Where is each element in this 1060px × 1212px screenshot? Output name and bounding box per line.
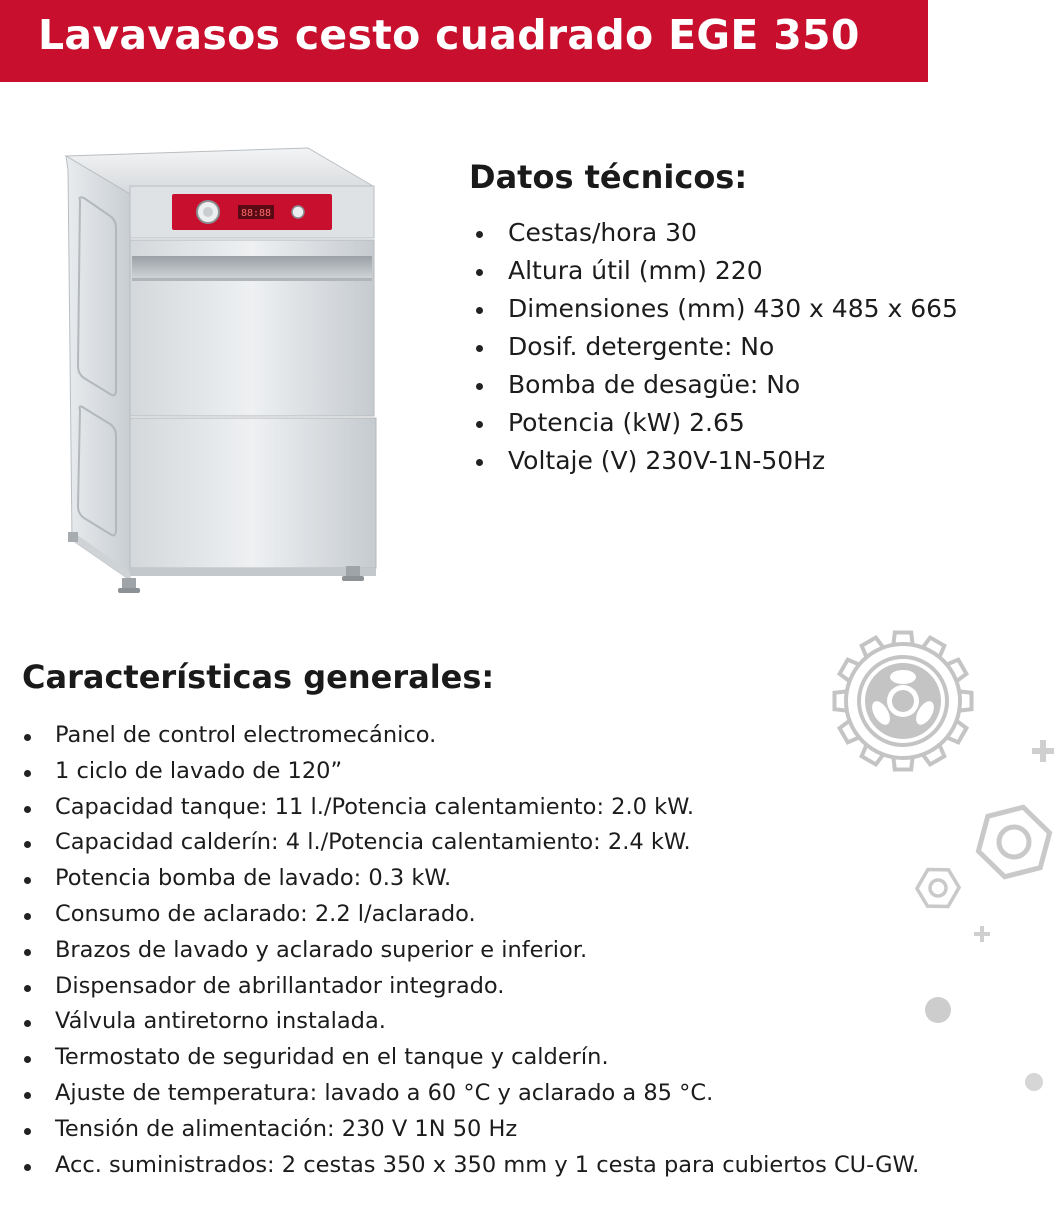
door-handle bbox=[132, 256, 372, 278]
list-item: Potencia (kW) 2.65 bbox=[476, 404, 958, 442]
list-item: Acc. suministrados: 2 cestas 350 x 350 mm y 1 cesta para cubiertos CU-GW. bbox=[24, 1148, 919, 1184]
list-item: Capacidad tanque: 11 l./Potencia calentamiento: 2.0 kW. bbox=[24, 790, 919, 826]
gear-icon bbox=[830, 628, 976, 774]
list-item: Consumo de aclarado: 2.2 l/aclarado. bbox=[24, 897, 919, 933]
hex-nut-icon bbox=[974, 802, 1054, 882]
plus-icon bbox=[1030, 738, 1056, 764]
list-item: Bomba de desagüe: No bbox=[476, 366, 958, 404]
technical-list bbox=[476, 214, 958, 480]
list-item: Brazos de lavado y aclarado superior e inferior. bbox=[24, 933, 919, 969]
machine-foot bbox=[68, 532, 78, 542]
dot-icon bbox=[1024, 1072, 1044, 1092]
machine-lower-panel bbox=[130, 418, 376, 568]
list-item: 1 ciclo de lavado de 120” bbox=[24, 754, 919, 790]
list-item: Válvula antiretorno instalada. bbox=[24, 1004, 919, 1040]
dot-icon bbox=[924, 996, 952, 1024]
general-list bbox=[24, 718, 919, 1183]
hex-nut-icon bbox=[914, 864, 962, 912]
panel-display: 88:88 bbox=[240, 208, 272, 219]
list-item: Potencia bomba de lavado: 0.3 kW. bbox=[24, 861, 919, 897]
list-item: Dimensiones (mm) 430 x 485 x 665 bbox=[476, 290, 958, 328]
list-item: Altura útil (mm) 220 bbox=[476, 252, 958, 290]
list-item: Dosif. detergente: No bbox=[476, 328, 958, 366]
list-item: Ajuste de temperatura: lavado a 60 °C y aclarado a 85 °C. bbox=[24, 1076, 919, 1112]
page-title: Lavavasos cesto cuadrado EGE 350 bbox=[38, 11, 860, 59]
list-item: Termostato de seguridad en el tanque y calderín. bbox=[24, 1040, 919, 1076]
power-button bbox=[292, 206, 304, 218]
product-image bbox=[58, 140, 388, 600]
plus-icon bbox=[972, 924, 992, 944]
list-item: Voltaje (V) 230V-1N-50Hz bbox=[476, 442, 958, 480]
list-item: Cestas/hora 30 bbox=[476, 214, 958, 252]
list-item: Panel de control electromecánico. bbox=[24, 718, 919, 754]
machine-side bbox=[66, 156, 130, 580]
title-banner bbox=[0, 0, 928, 82]
technical-heading: Datos técnicos: bbox=[469, 158, 748, 196]
general-heading: Características generales: bbox=[22, 658, 495, 696]
list-item: Tensión de alimentación: 230 V 1N 50 Hz bbox=[24, 1112, 919, 1148]
list-item: Capacidad calderín: 4 l./Potencia calentamiento: 2.4 kW. bbox=[24, 825, 919, 861]
list-item: Dispensador de abrillantador integrado. bbox=[24, 969, 919, 1005]
